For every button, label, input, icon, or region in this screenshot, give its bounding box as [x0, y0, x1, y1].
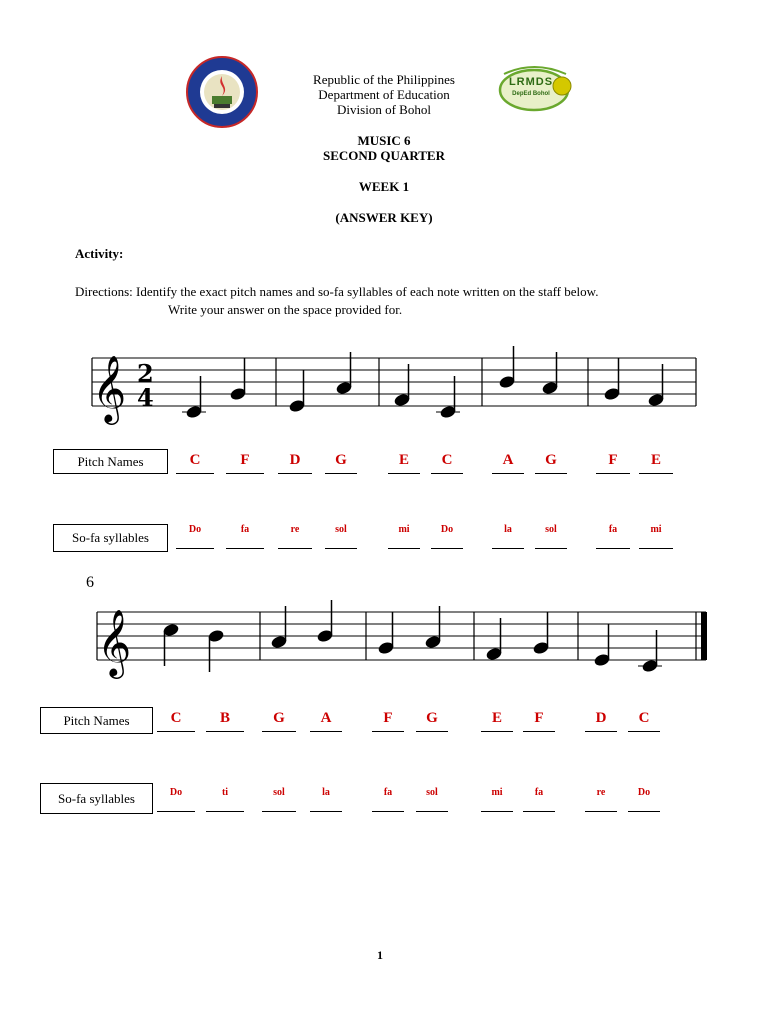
directions-line-2: Write your answer on the space provided for.	[168, 302, 403, 317]
note-2	[229, 358, 247, 401]
pitch-names-label-2: Pitch Names	[40, 707, 153, 734]
lrmds-title: LRMDS	[508, 76, 554, 88]
pitch-answer-1-4[interactable]: G	[325, 452, 357, 474]
header-department: Department of Education	[318, 87, 450, 102]
solfa-label-1: So-fa syllables	[53, 524, 168, 552]
note-1	[162, 623, 180, 666]
pitch-answer-1-1[interactable]: C	[176, 452, 214, 474]
time-signature-top: 2	[137, 359, 154, 388]
note-3	[288, 370, 306, 413]
note-5	[377, 612, 395, 655]
solfa-answer-1-4[interactable]: sol	[325, 523, 357, 549]
solfa-answer-1-6[interactable]: Do	[431, 523, 463, 549]
pitch-answer-1-10[interactable]: E	[639, 452, 673, 474]
staff-2-lines	[97, 612, 706, 660]
pitch-answer-1-8[interactable]: G	[535, 452, 567, 474]
note-6	[424, 606, 442, 649]
solfa-answer-2-4[interactable]: la	[310, 786, 342, 812]
pitch-answer-2-4[interactable]: A	[310, 710, 342, 732]
final-barline	[701, 612, 707, 660]
pitch-answer-1-9[interactable]: F	[596, 452, 630, 474]
note-2	[207, 629, 225, 672]
solfa-answer-2-7[interactable]: mi	[481, 786, 513, 812]
pitch-answer-2-5[interactable]: F	[372, 710, 404, 732]
pitch-answer-2-7[interactable]: E	[481, 710, 513, 732]
pitch-answer-1-6[interactable]: C	[431, 452, 463, 474]
note-8	[541, 352, 559, 395]
header-subject: MUSIC 6	[357, 133, 411, 148]
pitch-answer-1-7[interactable]: A	[492, 452, 524, 474]
header-week: WEEK 1	[358, 179, 410, 194]
solfa-answer-1-1[interactable]: Do	[176, 523, 214, 549]
lrmds-subtitle: DepEd Bohol	[512, 91, 550, 97]
solfa-answer-2-5[interactable]: fa	[372, 786, 404, 812]
solfa-answer-2-6[interactable]: sol	[416, 786, 448, 812]
measure-number: 6	[86, 574, 94, 591]
solfa-answer-1-5[interactable]: mi	[388, 523, 420, 549]
solfa-answer-1-3[interactable]: re	[278, 523, 312, 549]
activity-title: Activity:	[75, 246, 124, 261]
pitch-answer-2-9[interactable]: D	[585, 710, 617, 732]
staff-2	[0, 580, 768, 690]
solfa-answer-2-8[interactable]: fa	[523, 786, 555, 812]
note-8	[532, 612, 550, 655]
directions-line-1: Directions: Identify the exact pitch names and so-fa syllables of each note written on the staff below.	[75, 284, 599, 299]
header-republic: Republic of the Philippines	[313, 72, 455, 87]
staff-1-notes	[182, 346, 665, 419]
staff-1-lines	[92, 358, 696, 406]
note-4	[335, 352, 353, 395]
solfa-answer-2-9[interactable]: re	[585, 786, 617, 812]
time-signature-bottom: 4	[137, 383, 154, 412]
header-quarter: SECOND QUARTER	[323, 148, 445, 163]
solfa-answer-2-3[interactable]: sol	[262, 786, 296, 812]
solfa-answer-2-1[interactable]: Do	[157, 786, 195, 812]
note-5	[393, 364, 411, 407]
treble-clef-icon: 𝄞	[92, 354, 127, 422]
pitch-answer-2-2[interactable]: B	[206, 710, 244, 732]
note-7	[498, 346, 516, 389]
note-4	[316, 600, 334, 643]
pitch-answer-1-3[interactable]: D	[278, 452, 312, 474]
note-6	[436, 376, 460, 419]
treble-clef-icon: 𝄞	[97, 608, 132, 676]
note-10	[647, 364, 665, 407]
page-number: 1	[377, 948, 383, 962]
pitch-answer-2-8[interactable]: F	[523, 710, 555, 732]
solfa-answer-1-8[interactable]: sol	[535, 523, 567, 549]
pitch-answer-2-6[interactable]: G	[416, 710, 448, 732]
pitch-answer-1-5[interactable]: E	[388, 452, 420, 474]
pitch-answer-1-2[interactable]: F	[226, 452, 264, 474]
header-division: Division of Bohol	[337, 102, 431, 117]
note-9	[593, 624, 611, 667]
pitch-answer-2-10[interactable]: C	[628, 710, 660, 732]
solfa-answer-1-10[interactable]: mi	[639, 523, 673, 549]
solfa-answer-2-2[interactable]: ti	[206, 786, 244, 812]
note-7	[485, 618, 503, 661]
pitch-answer-2-1[interactable]: C	[157, 710, 195, 732]
pitch-names-label-1: Pitch Names	[53, 449, 168, 474]
staff-1	[0, 320, 768, 430]
note-1	[182, 376, 206, 419]
note-9	[603, 358, 621, 401]
solfa-answer-1-2[interactable]: fa	[226, 523, 264, 549]
solfa-answer-1-7[interactable]: la	[492, 523, 524, 549]
solfa-answer-1-9[interactable]: fa	[596, 523, 630, 549]
staff-2-notes	[162, 600, 662, 673]
note-3	[270, 606, 288, 649]
note-10	[638, 630, 662, 673]
solfa-label-2: So-fa syllables	[40, 783, 153, 814]
solfa-answer-2-10[interactable]: Do	[628, 786, 660, 812]
header-answer-key: (ANSWER KEY)	[335, 210, 433, 225]
pitch-answer-2-3[interactable]: G	[262, 710, 296, 732]
